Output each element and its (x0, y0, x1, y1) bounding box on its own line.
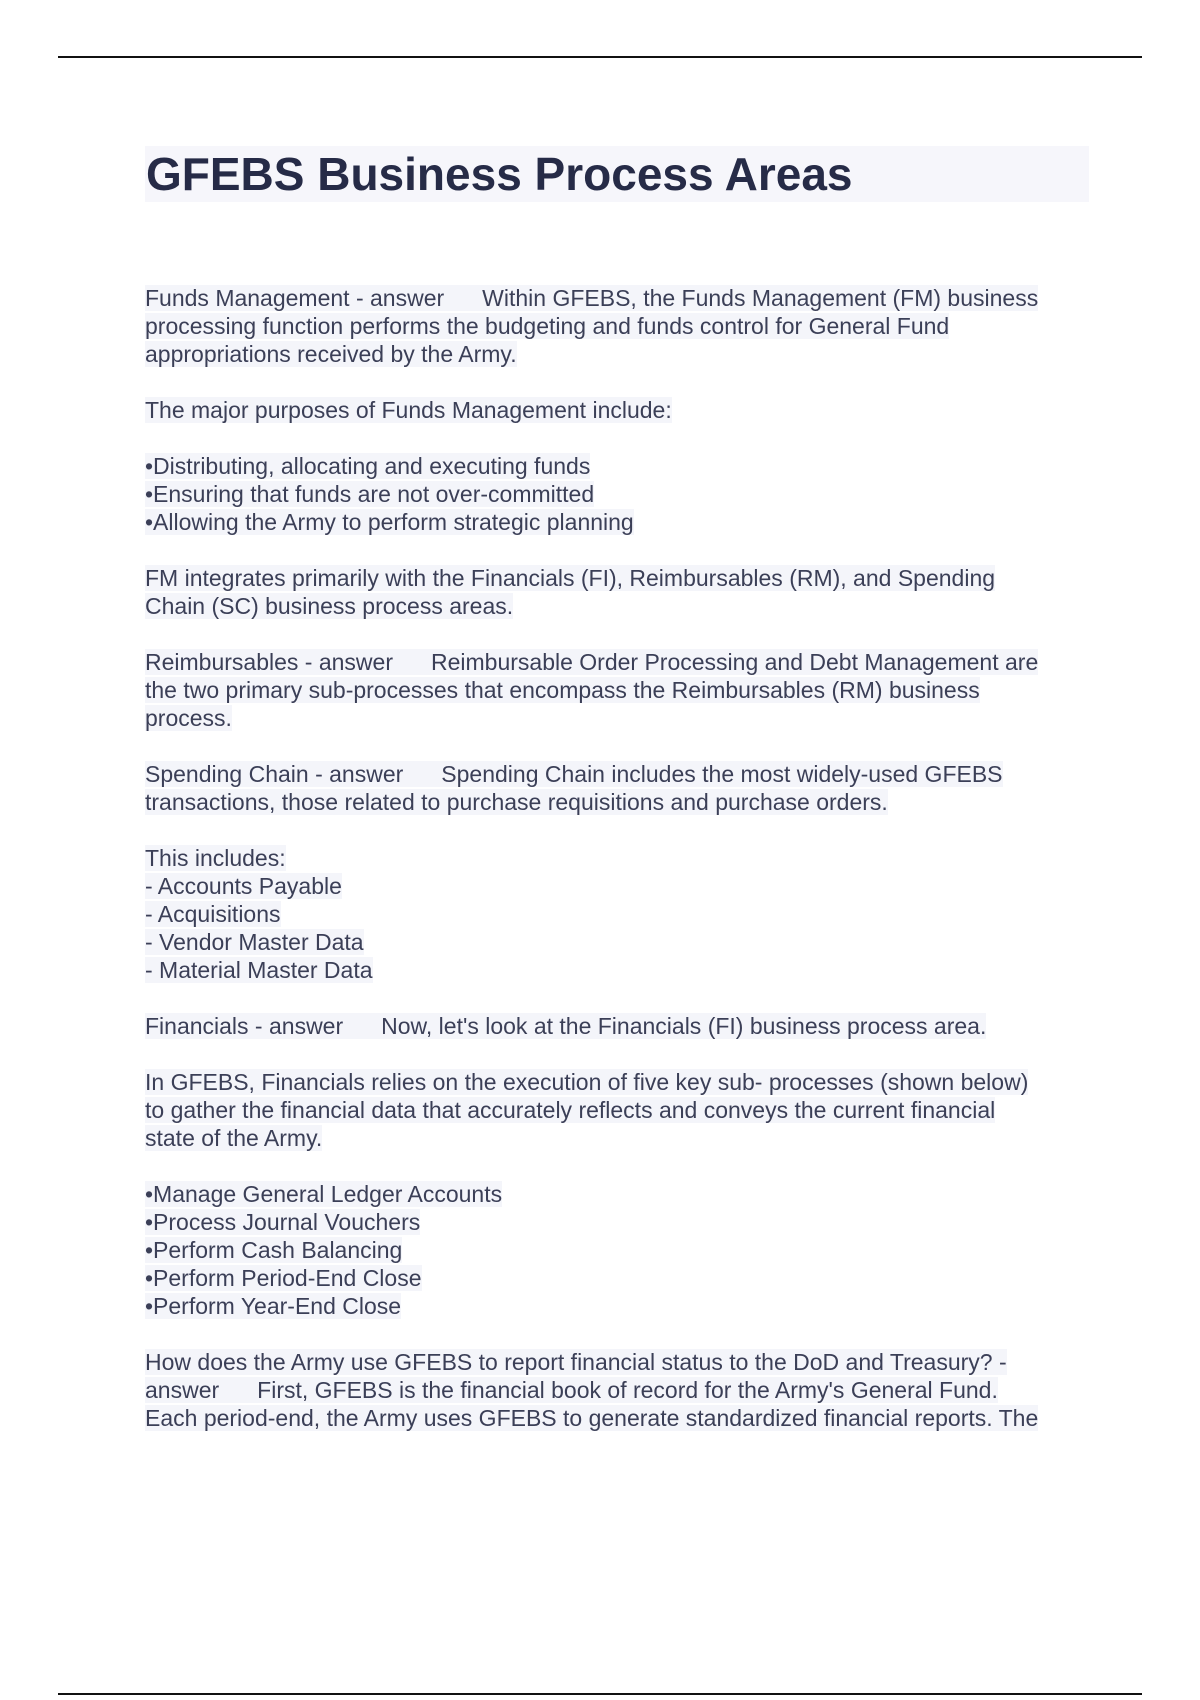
reimbursables-answer-line1: Reimbursable Order Processing and Debt Management are (430, 649, 1039, 675)
funds-management-purposes-intro: The major purposes of Funds Management include: (145, 397, 672, 423)
funds-management-entry (145, 284, 1095, 368)
list-item: - Accounts Payable (145, 873, 342, 899)
funds-management-purposes-list (145, 452, 1095, 536)
list-item: •Manage General Ledger Accounts (145, 1181, 503, 1207)
funds-management-integration: FM integrates primarily with the Financials (FI), Reimbursables (RM), and Spending Chain (SC) business process areas. (145, 565, 996, 619)
reimbursables-question: Reimbursables - answer (145, 649, 393, 675)
financials-subprocesses-list (145, 1180, 1095, 1320)
reimbursables-answer-rest: the two primary sub-processes that encompass the Reimbursables (RM) business process. (145, 677, 980, 731)
spending-chain-answer-rest: transactions, those related to purchase requisitions and purchase orders. (145, 789, 888, 815)
list-item: •Perform Cash Balancing (145, 1237, 403, 1263)
reporting-answer-line1: First, GFEBS is the financial book of record for the Army's General Fund. (257, 1377, 998, 1403)
financials-detail: In GFEBS, Financials relies on the execution of five key sub- processes (shown below) to gather the financial data that accurately reflects and conveys the current financial state of the Army. (145, 1069, 1029, 1151)
funds-management-answer-rest: processing function performs the budgeting and funds control for General Fund appropriations received by the Army. (145, 313, 950, 367)
list-item: - Material Master Data (145, 957, 373, 983)
reimbursables-entry (145, 648, 1095, 732)
list-item: •Process Journal Vouchers (145, 1209, 421, 1235)
reporting-question-line1: How does the Army use GFEBS to report financial status to the DoD and Treasury? - (145, 1349, 1007, 1375)
financials-answer-line1: Now, let's look at the Financials (FI) business process area. (381, 1013, 987, 1039)
spending-chain-includes-intro: This includes: (145, 845, 286, 871)
spending-chain-answer-line1: Spending Chain includes the most widely-used GFEBS (441, 761, 1003, 787)
reporting-entry (145, 1348, 1095, 1432)
document-body (145, 284, 1095, 1460)
list-item: - Acquisitions (145, 901, 281, 927)
list-item: •Ensuring that funds are not over-committed (145, 481, 595, 507)
page-title: GFEBS Business Process Areas (145, 146, 1089, 202)
reporting-answer-rest: Each period-end, the Army uses GFEBS to generate standardized financial reports. The (145, 1405, 1039, 1431)
spending-chain-entry (145, 760, 1095, 816)
list-item: •Perform Period-End Close (145, 1265, 422, 1291)
funds-management-question: Funds Management - answer (145, 285, 445, 311)
bottom-rule (58, 1693, 1142, 1695)
spending-chain-question: Spending Chain - answer (145, 761, 404, 787)
financials-entry (145, 1012, 1095, 1040)
funds-management-answer-line1: Within GFEBS, the Funds Management (FM) business (482, 285, 1039, 311)
spending-chain-includes-list (145, 872, 1095, 984)
financials-question: Financials - answer (145, 1013, 344, 1039)
top-rule (58, 56, 1142, 58)
list-item: •Distributing, allocating and executing funds (145, 453, 591, 479)
spending-chain-includes (145, 844, 1095, 984)
list-item: - Vendor Master Data (145, 929, 364, 955)
list-item: •Perform Year-End Close (145, 1293, 402, 1319)
list-item: •Allowing the Army to perform strategic planning (145, 509, 634, 535)
reporting-question-line2: answer (145, 1377, 220, 1403)
